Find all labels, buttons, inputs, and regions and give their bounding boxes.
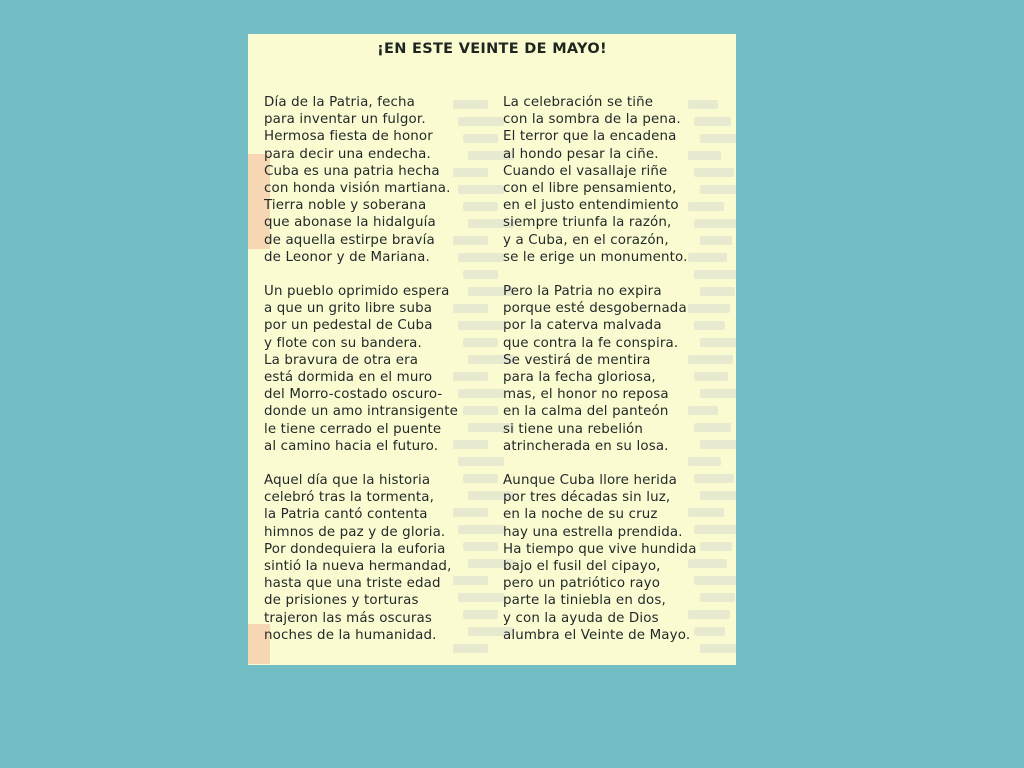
verse-line: para la fecha gloriosa, xyxy=(503,370,656,386)
verse-line: de Leonor y de Mariana. xyxy=(264,249,430,265)
verse-line: trajeron las más oscuras xyxy=(264,610,433,626)
verse-line: con la sombra de la pena. xyxy=(503,112,681,128)
verse-line: en la noche de su cruz xyxy=(503,507,658,523)
verse-line: noches de la humanidad. xyxy=(264,627,437,643)
verse-line: que contra la fe conspira. xyxy=(503,335,679,351)
stanza xyxy=(264,283,504,455)
verse-line: en el justo entendimiento xyxy=(503,198,679,214)
stanza xyxy=(503,472,736,644)
verse-line: sintió la nueva hermandad, xyxy=(264,559,452,575)
verse-line: pero un patriótico rayo xyxy=(503,576,661,592)
verse-line: y con la ayuda de Dios xyxy=(503,610,659,626)
verse-line: para inventar un fulgor. xyxy=(264,112,426,128)
verse-line: por un pedestal de Cuba xyxy=(264,318,433,334)
verse-line: en la calma del panteón xyxy=(503,404,669,420)
verse-line: que abonase la hidalguía xyxy=(264,215,436,231)
verse-line: Cuba es una patria hecha xyxy=(264,163,440,179)
verse-line: Un pueblo oprimido espera xyxy=(264,284,450,300)
verse-line: hay una estrella prendida. xyxy=(503,524,683,540)
verse-line: porque esté desgobernada xyxy=(503,301,687,317)
stanza xyxy=(264,94,504,266)
verse-line: está dormida en el muro xyxy=(264,370,433,386)
verse-line: parte la tiniebla en dos, xyxy=(503,593,666,609)
stanza xyxy=(503,283,736,455)
verse-line: celebró tras la tormenta, xyxy=(264,490,435,506)
verse-line: del Morro-costado oscuro- xyxy=(264,387,443,403)
verse-line: himnos de paz y de gloria. xyxy=(264,524,446,540)
poem-page xyxy=(248,34,736,665)
verse-line: al hondo pesar la ciñe. xyxy=(503,146,659,162)
verse-line: al camino hacia el futuro. xyxy=(264,438,439,454)
verse-line: alumbra el Veinte de Mayo. xyxy=(503,627,691,643)
verse-line: de aquella estirpe bravía xyxy=(264,232,435,248)
verse-line: Día de la Patria, fecha xyxy=(264,95,416,110)
verse-line: para decir una endecha. xyxy=(264,146,431,162)
verse-line: Aquel día que la historia xyxy=(264,473,431,489)
verse-line: bajo el fusil del cipayo, xyxy=(503,559,661,575)
stanza xyxy=(503,94,736,266)
verse-line: de prisiones y torturas xyxy=(264,593,419,609)
verse-line: La bravura de otra era xyxy=(264,352,419,368)
verse-line: hasta que una triste edad xyxy=(264,576,441,592)
verse-line: Por dondequiera la euforia xyxy=(264,541,446,557)
verse-line: Tierra noble y soberana xyxy=(264,198,427,214)
poem-right-column xyxy=(503,94,736,661)
verse-line: siempre triunfa la razón, xyxy=(503,215,672,231)
verse-line: le tiene cerrado el puente xyxy=(264,421,442,437)
verse-line: se le erige un monumento. xyxy=(503,249,688,265)
verse-line: por tres décadas sin luz, xyxy=(503,490,671,506)
stanza xyxy=(264,472,504,644)
verse-line: Pero la Patria no expira xyxy=(503,284,662,300)
verse-line: Hermosa fiesta de honor xyxy=(264,129,433,145)
verse-line: atrincherada en su losa. xyxy=(503,438,669,454)
verse-line: y a Cuba, en el corazón, xyxy=(503,232,669,248)
verse-line: Aunque Cuba llore herida xyxy=(503,473,678,489)
verse-line: por la caterva malvada xyxy=(503,318,662,334)
verse-line: donde un amo intransigente xyxy=(264,404,459,420)
verse-line: si tiene una rebelión xyxy=(503,421,644,437)
verse-line: mas, el honor no reposa xyxy=(503,387,669,403)
verse-line: la Patria cantó contenta xyxy=(264,507,428,523)
verse-line: a que un grito libre suba xyxy=(264,301,433,317)
verse-line: El terror que la encadena xyxy=(503,129,677,145)
verse-line: y flote con su bandera. xyxy=(264,335,422,351)
poem-title: ¡EN ESTE VEINTE DE MAYO! xyxy=(377,41,607,57)
verse-line: Cuando el vasallaje riñe xyxy=(503,163,668,179)
poem-left-column xyxy=(264,94,504,661)
verse-line: La celebración se tiñe xyxy=(503,95,654,110)
verse-line: con el libre pensamiento, xyxy=(503,181,677,197)
verse-line: Se vestirá de mentira xyxy=(503,352,651,368)
verse-line: Ha tiempo que vive hundida xyxy=(503,541,697,557)
verse-line: con honda visión martiana. xyxy=(264,181,451,197)
